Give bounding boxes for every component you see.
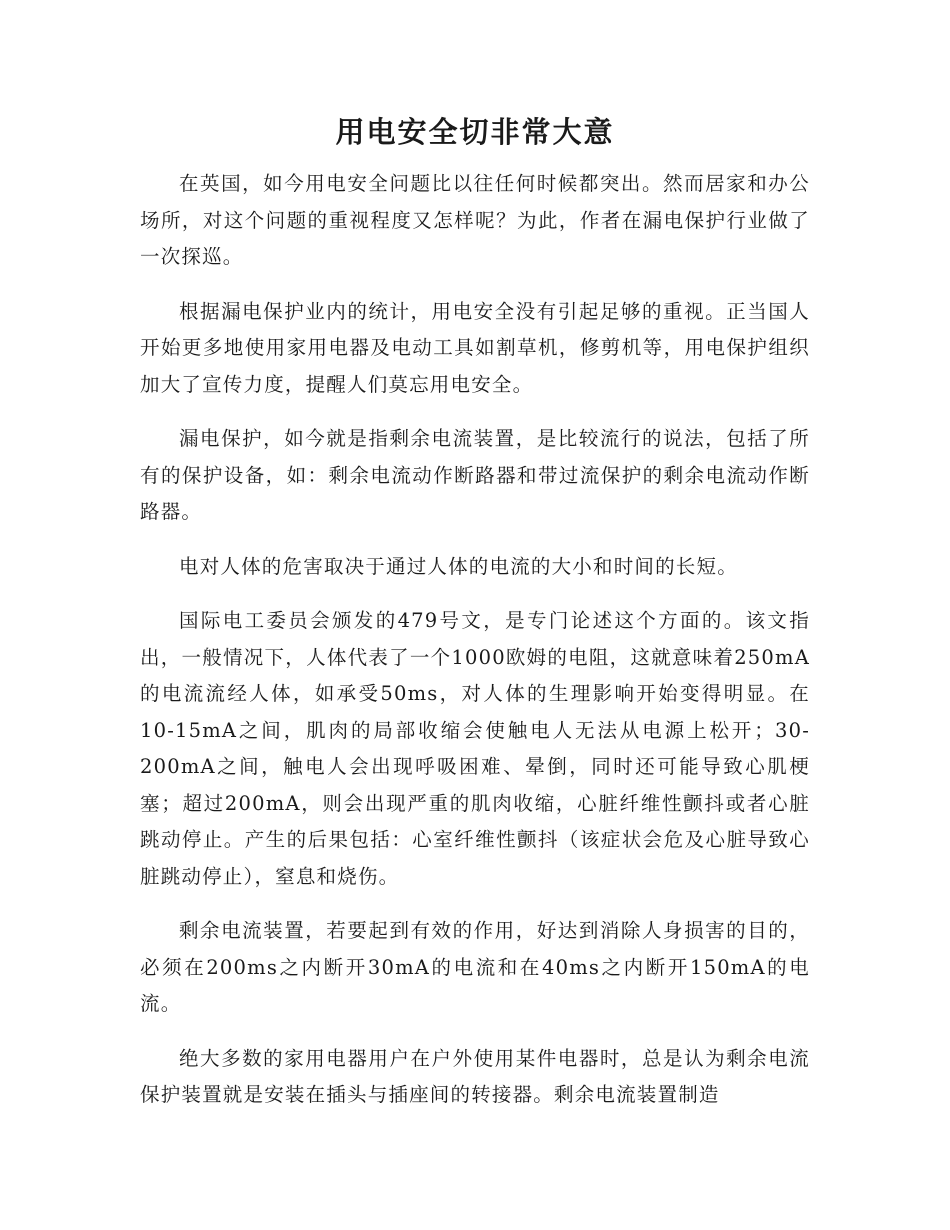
paragraph: 根据漏电保护业内的统计，用电安全没有引起足够的重视。正当国人开始更多地使用家用电器及电动工具如割草机，修剪机等，用电保护组织加大了宣传力度，提醒人们莫忘用电安全。	[140, 299, 810, 396]
document-body	[140, 166, 810, 1132]
paragraph: 漏电保护，如今就是指剩余电流装置，是比较流行的说法，包括了所有的保护设备，如：剩余电流动作断路器和带过流保护的剩余电流动作断路器。	[140, 427, 810, 523]
paragraph: 剩余电流装置，若要起到有效的作用，好达到消除人身损害的目的，必须在200ms之内断开30mA的电流和在40ms之内断开150mA的电流。	[140, 919, 810, 1015]
paragraph: 电对人体的危害取决于通过人体的电流的大小和时间的长短。	[179, 554, 738, 578]
document-title: 用电安全切非常大意	[335, 115, 615, 149]
paragraph: 国际电工委员会颁发的479号文，是专门论述这个方面的。该文指出，一般情况下，人体代表了一个1000欧姆的电阻，这就意味着250mA的电流流经人体，如承受50ms，对人体的生理影响开始变得明显。在10-15mA之间，肌肉的局部收缩会使触电人无法从电源上松开；30-200mA之间，触电人会出现呼吸困难、晕倒，同时还可能导致心肌梗塞；超过200mA，则会出现严重的肌肉收缩，心脏纤维性颤抖或者心脏跳动停止。产生的后果包括：心室纤维性颤抖（该症状会危及心脏导致心脏跳动停止），窒息和烧伤。	[140, 609, 810, 888]
paragraph: 在英国，如今用电安全问题比以往任何时候都突出。然而居家和办公场所，对这个问题的重视程度又怎样呢？为此，作者在漏电保护行业做了一次探巡。	[140, 172, 810, 268]
paragraph: 绝大多数的家用电器用户在户外使用某件电器时，总是认为剩余电流保护装置就是安装在插头与插座间的转接器。剩余电流装置制造	[140, 1046, 810, 1106]
